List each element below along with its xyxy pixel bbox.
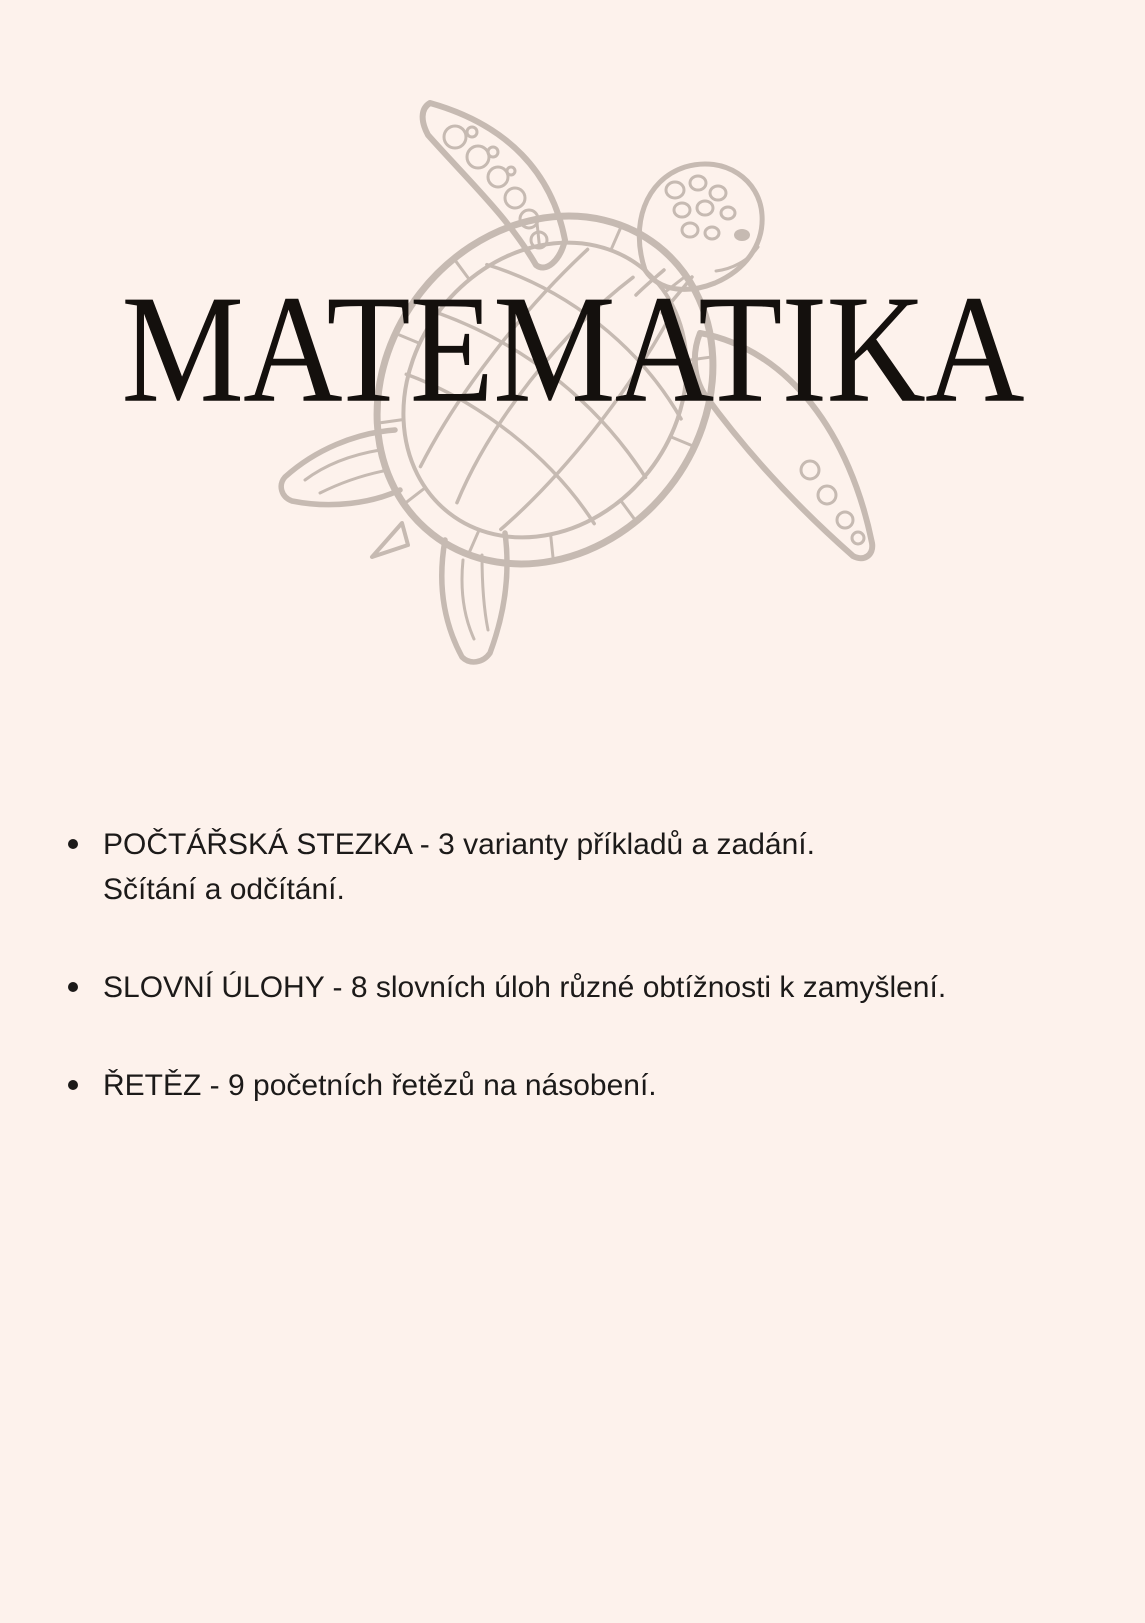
bullet-dot-icon (68, 839, 78, 849)
bullet-text: ŘETĚZ - 9 početních řetězů na násobení. (103, 1069, 657, 1102)
page-title: MATEMATIKA (121, 263, 1024, 435)
turtle-rear-bottom-flipper (442, 533, 507, 662)
bullet-list (68, 822, 1088, 1161)
bullet-dot-icon (68, 982, 78, 992)
turtle-tail (372, 523, 408, 557)
bullet-text: SLOVNÍ ÚLOHY - 8 slovních úloh různé obtížnosti k zamyšlení. (103, 971, 947, 1004)
bullet-dot-icon (68, 1080, 78, 1090)
bullet-text: POČTÁŘSKÁ STEZKA - 3 varianty příkladů a zadání. (103, 828, 815, 861)
list-item (68, 1063, 1088, 1108)
list-item (68, 965, 1088, 1010)
bullet-text: Sčítání a odčítání. (103, 873, 345, 906)
list-item (68, 822, 1088, 912)
turtle-eye (734, 229, 750, 241)
